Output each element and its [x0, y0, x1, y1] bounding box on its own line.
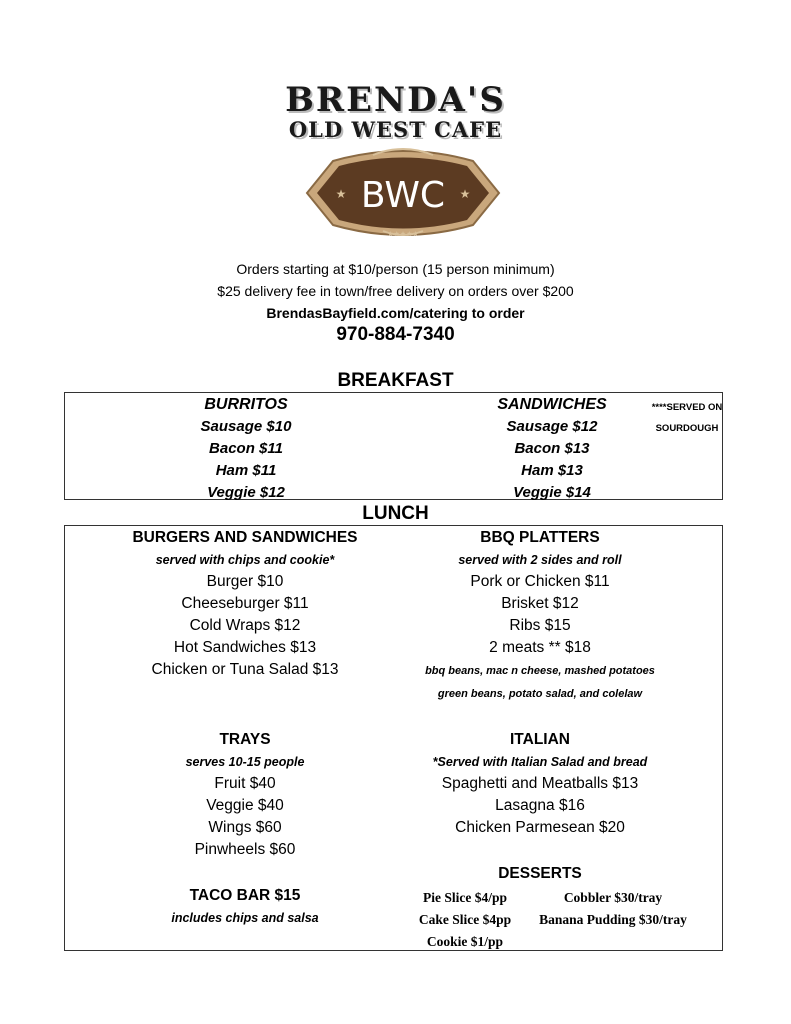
taco-bar-column [95, 885, 395, 929]
brand-subtitle: OLD WEST CAFE [288, 117, 503, 142]
sourdough-note [637, 397, 737, 439]
burgers-heading: BURGERS AND SANDWICHES [132, 529, 358, 546]
bbq-column [390, 527, 690, 705]
list-item: Sausage $12 [506, 418, 598, 435]
burgers-subtitle: served with chips and cookie* [155, 553, 335, 567]
order-minimum-text: Orders starting at $10/person (15 person minimum) [236, 261, 555, 277]
delivery-fee-text: $25 delivery fee in town/free delivery on orders over $200 [217, 283, 574, 299]
list-item: Fruit $40 [214, 775, 276, 792]
bbq-sides: bbq beans, mac n cheese, mashed potatoes [425, 665, 655, 677]
svg-text:★: ★ [459, 187, 471, 201]
lunch-box [64, 525, 723, 951]
dessert-banana-pudding: Banana Pudding $30/tray [539, 912, 687, 927]
list-item: Brisket $12 [501, 595, 579, 612]
bwc-logo [303, 141, 503, 245]
dessert-cobbler: Cobbler $30/tray [563, 890, 663, 905]
bbq-heading: BBQ PLATTERS [480, 529, 600, 546]
note-line: SOURDOUGH [655, 423, 719, 434]
breakfast-title: BREAKFAST [337, 370, 454, 391]
sandwiches-column [467, 394, 637, 504]
burritos-heading: BURRITOS [204, 396, 288, 413]
list-item: 2 meats ** $18 [489, 639, 591, 656]
svg-text:★: ★ [335, 187, 347, 201]
dessert-cookie: Cookie $1/pp [426, 934, 504, 949]
list-item: Chicken or Tuna Salad $13 [151, 661, 339, 678]
burgers-column [95, 527, 395, 681]
taco-bar-subtitle: includes chips and salsa [171, 911, 319, 925]
trays-column [95, 729, 395, 861]
italian-column [390, 729, 690, 839]
brand-title: BRENDA'S [285, 80, 506, 120]
burritos-column [161, 394, 331, 504]
note-line: ****SERVED ON [651, 402, 723, 413]
desserts-heading: DESSERTS [498, 865, 582, 882]
italian-subtitle: *Served with Italian Salad and bread [432, 755, 648, 769]
bbq-sides: green beans, potato salad, and colelaw [437, 688, 643, 700]
sandwiches-heading: SANDWICHES [497, 396, 607, 413]
breakfast-box [64, 392, 723, 500]
trays-heading: TRAYS [219, 731, 271, 748]
list-item: Chicken Parmesean $20 [455, 819, 625, 836]
list-item: Veggie $14 [513, 484, 591, 501]
list-item: Veggie $40 [206, 797, 284, 814]
list-item: Ribs $15 [509, 617, 571, 634]
list-item: Ham $11 [215, 462, 277, 479]
list-item: Pork or Chicken $11 [470, 573, 610, 590]
list-item: Pinwheels $60 [194, 841, 296, 858]
list-item: Veggie $12 [207, 484, 285, 501]
desserts-heading-wrap [390, 863, 690, 885]
taco-bar-heading: TACO BAR $15 [189, 887, 301, 904]
dessert-pie: Pie Slice $4/pp [423, 890, 507, 905]
list-item: Hot Sandwiches $13 [173, 639, 317, 656]
list-item: Ham $13 [521, 462, 583, 479]
trays-subtitle: serves 10-15 people [185, 755, 305, 769]
list-item: Bacon $11 [209, 440, 283, 457]
list-item: Cheeseburger $11 [181, 595, 309, 612]
svg-text:★★★★★: ★★★★★ [387, 230, 419, 238]
dessert-cake: Cake Slice $4pp [418, 912, 512, 927]
list-item: Bacon $13 [514, 440, 590, 457]
list-item: Burger $10 [206, 573, 284, 590]
italian-heading: ITALIAN [510, 731, 570, 748]
list-item: Lasagna $16 [495, 797, 585, 814]
logo-text: BWC [360, 175, 446, 216]
list-item: Cold Wraps $12 [189, 617, 301, 634]
lunch-title: LUNCH [362, 503, 429, 524]
list-item: Wings $60 [208, 819, 282, 836]
phone-number[interactable]: 970-884-7340 [336, 324, 455, 345]
list-item: Spaghetti and Meatballs $13 [441, 775, 639, 792]
website-link[interactable]: BrendasBayfield.com/catering to order [266, 305, 525, 321]
bbq-subtitle: served with 2 sides and roll [458, 553, 622, 567]
list-item: Sausage $10 [200, 418, 292, 435]
